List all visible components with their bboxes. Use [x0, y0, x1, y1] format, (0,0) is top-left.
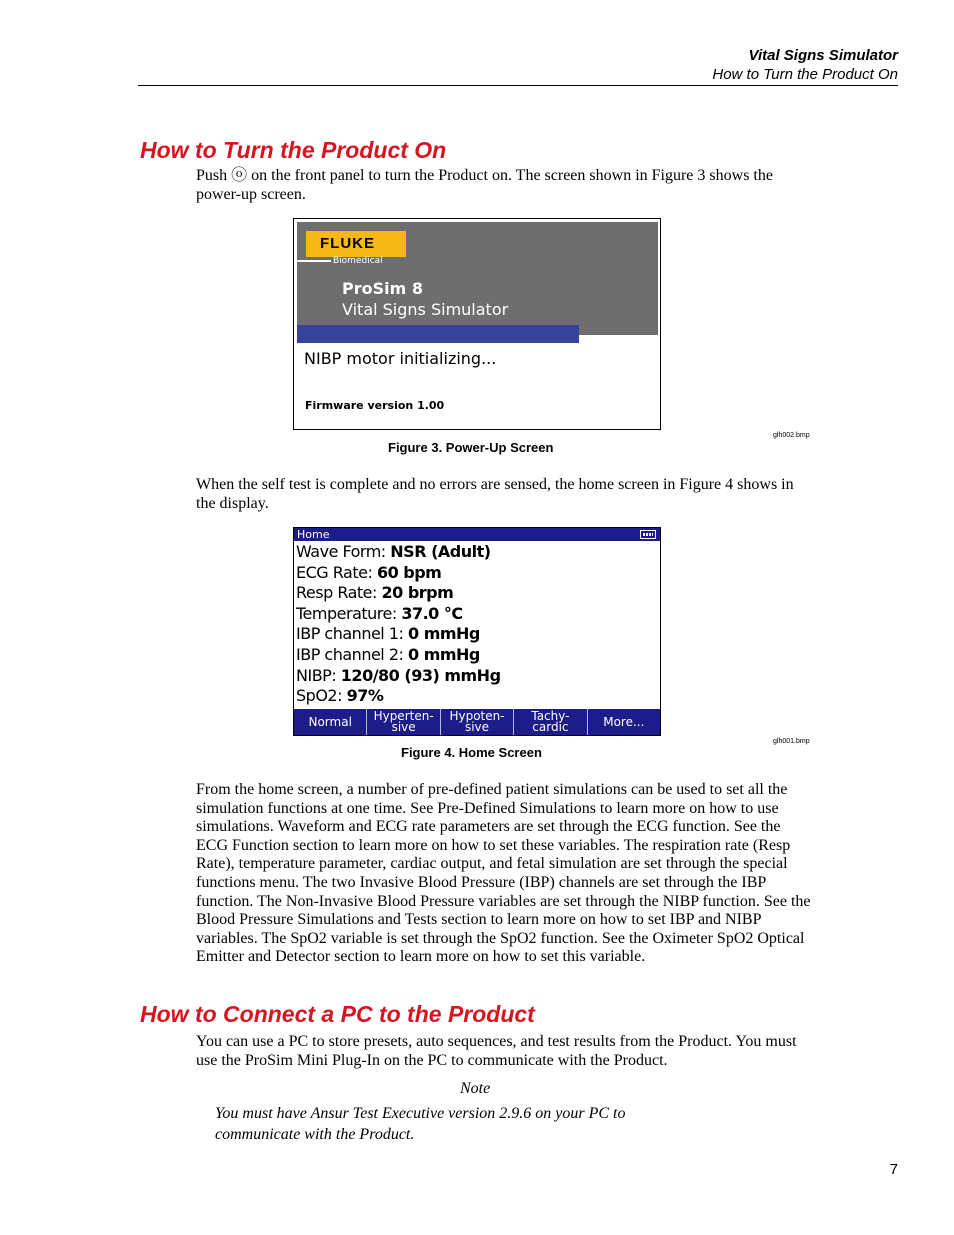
parameter-row: [296, 604, 501, 625]
paragraph-power-on: Push ⓞ on the front panel to turn the Product on. The screen shown in Figure 3 shows the power-up screen.: [196, 167, 773, 203]
softkey-label: sive: [391, 720, 416, 734]
running-header: [712, 46, 898, 84]
splash-banner: [297, 222, 658, 335]
parameter-value: 60 bpm: [376, 562, 442, 582]
parameter-value: 0 mmHg: [407, 624, 480, 644]
note-body: You must have Ansur Test Executive version 2.9.6 on your PC to communicate with the Product.: [215, 1105, 626, 1143]
battery-icon: [640, 530, 656, 539]
parameter-row: [296, 563, 501, 584]
page-number: 7: [889, 1161, 898, 1178]
firmware-version: Firmware version 1.00: [305, 399, 445, 412]
parameter-row: [296, 645, 501, 666]
softkey-label: sive: [464, 720, 490, 734]
figure-home-screen: [293, 527, 661, 736]
parameter-label: IBP channel 2:: [296, 644, 408, 664]
note-heading: Note: [460, 1080, 491, 1097]
softkey[interactable]: [294, 709, 367, 735]
parameter-label: IBP channel 1:: [296, 624, 408, 644]
section-heading-turn-on: How to Turn the Product On: [140, 137, 447, 163]
figure3-code: glh002.bmp: [773, 432, 810, 439]
parameter-label: NIBP:: [296, 665, 341, 685]
model-subtitle: Vital Signs Simulator: [342, 300, 509, 319]
header-section: How to Turn the Product On: [712, 66, 898, 83]
parameter-row: [296, 542, 501, 563]
figure-power-up-screen: [293, 218, 661, 430]
parameter-label: SpO2:: [296, 686, 347, 706]
logo-underline: [297, 260, 331, 262]
header-title: Vital Signs Simulator: [748, 47, 898, 64]
parameter-label: Wave Form:: [296, 542, 391, 561]
figure4-caption: Figure 4. Home Screen: [401, 745, 542, 760]
status-message: NIBP motor initializing...: [304, 349, 497, 368]
screen-title: Home: [297, 528, 330, 541]
model-name: ProSim 8: [342, 279, 423, 298]
screen-title-bar: [294, 528, 660, 541]
parameter-label: Temperature:: [296, 603, 402, 623]
parameter-value: 37.0 °C: [401, 603, 463, 623]
parameter-label: ECG Rate:: [296, 562, 377, 582]
logo-subtext: Biomedical: [333, 256, 383, 266]
fluke-logo: [306, 231, 406, 257]
parameter-value: 0 mmHg: [407, 644, 480, 664]
parameter-value: 20 brpm: [381, 583, 454, 603]
softkey-label: Normal: [308, 714, 352, 729]
softkey-label: Hypoten-: [449, 709, 505, 723]
paragraph-home-screen: From the home screen, a number of pre-defined patient simulations can be used to set all the simulation functions at one time. See Pre-Defined Simulations to learn more on how to use simulations. Waveform and ECG rate parameters are set through the ECG function. See the ECG Function section to learn more on how to set these variables. The respiration rate (Resp Rate), temperature parameter, cardiac output, and fetal simulation are set through the special functions menu. The two Invasive Blood Pressure (IBP) channels are set through the IBP function. The Non-Invasive Blood Pressure variables are set through the NIBP function. See the Blood Pressure Simulations and Tests section to learn more on how to set IBP and NIBP variables. The SpO2 variable is set through the SpO2 function. See the Oximeter SpO2 Optical Emitter and Detector section to learn more on how to set this variable.: [196, 781, 811, 966]
parameter-list: [296, 542, 501, 707]
paragraph-self-test: When the self test is complete and no errors are sensed, the home screen in Figure 4 shows in the display.: [196, 476, 794, 512]
parameter-value: 97%: [346, 686, 384, 706]
softkey[interactable]: [514, 709, 587, 735]
logo-text: FLUKE: [320, 235, 375, 252]
paragraph-connect-pc: You can use a PC to store presets, auto sequences, and test results from the Product. You must use the ProSim Mini Plug-In on the PC to communicate with the Product.: [196, 1033, 797, 1069]
softkey-menu: [294, 709, 660, 735]
softkey[interactable]: [367, 709, 440, 735]
parameter-row: [296, 666, 501, 687]
parameter-row: [296, 624, 501, 645]
softkey[interactable]: [441, 709, 514, 735]
progress-bar: [297, 325, 579, 343]
parameter-value: 120/80 (93) mmHg: [340, 665, 501, 685]
figure4-code: glh001.bmp: [773, 738, 810, 745]
parameter-value: NSR (Adult): [390, 542, 491, 561]
header-rule: [138, 85, 898, 86]
softkey-label: Tachy-: [531, 709, 570, 723]
softkey-label: More...: [603, 714, 645, 729]
figure3-caption: Figure 3. Power-Up Screen: [388, 440, 554, 455]
softkey[interactable]: [588, 709, 660, 735]
softkey-label: cardic: [532, 720, 569, 734]
section-heading-connect-pc: How to Connect a PC to the Product: [140, 1001, 535, 1027]
softkey-label: Hyperten-: [373, 709, 434, 723]
parameter-row: [296, 583, 501, 604]
parameter-label: Resp Rate:: [296, 583, 382, 603]
parameter-row: [296, 686, 501, 707]
